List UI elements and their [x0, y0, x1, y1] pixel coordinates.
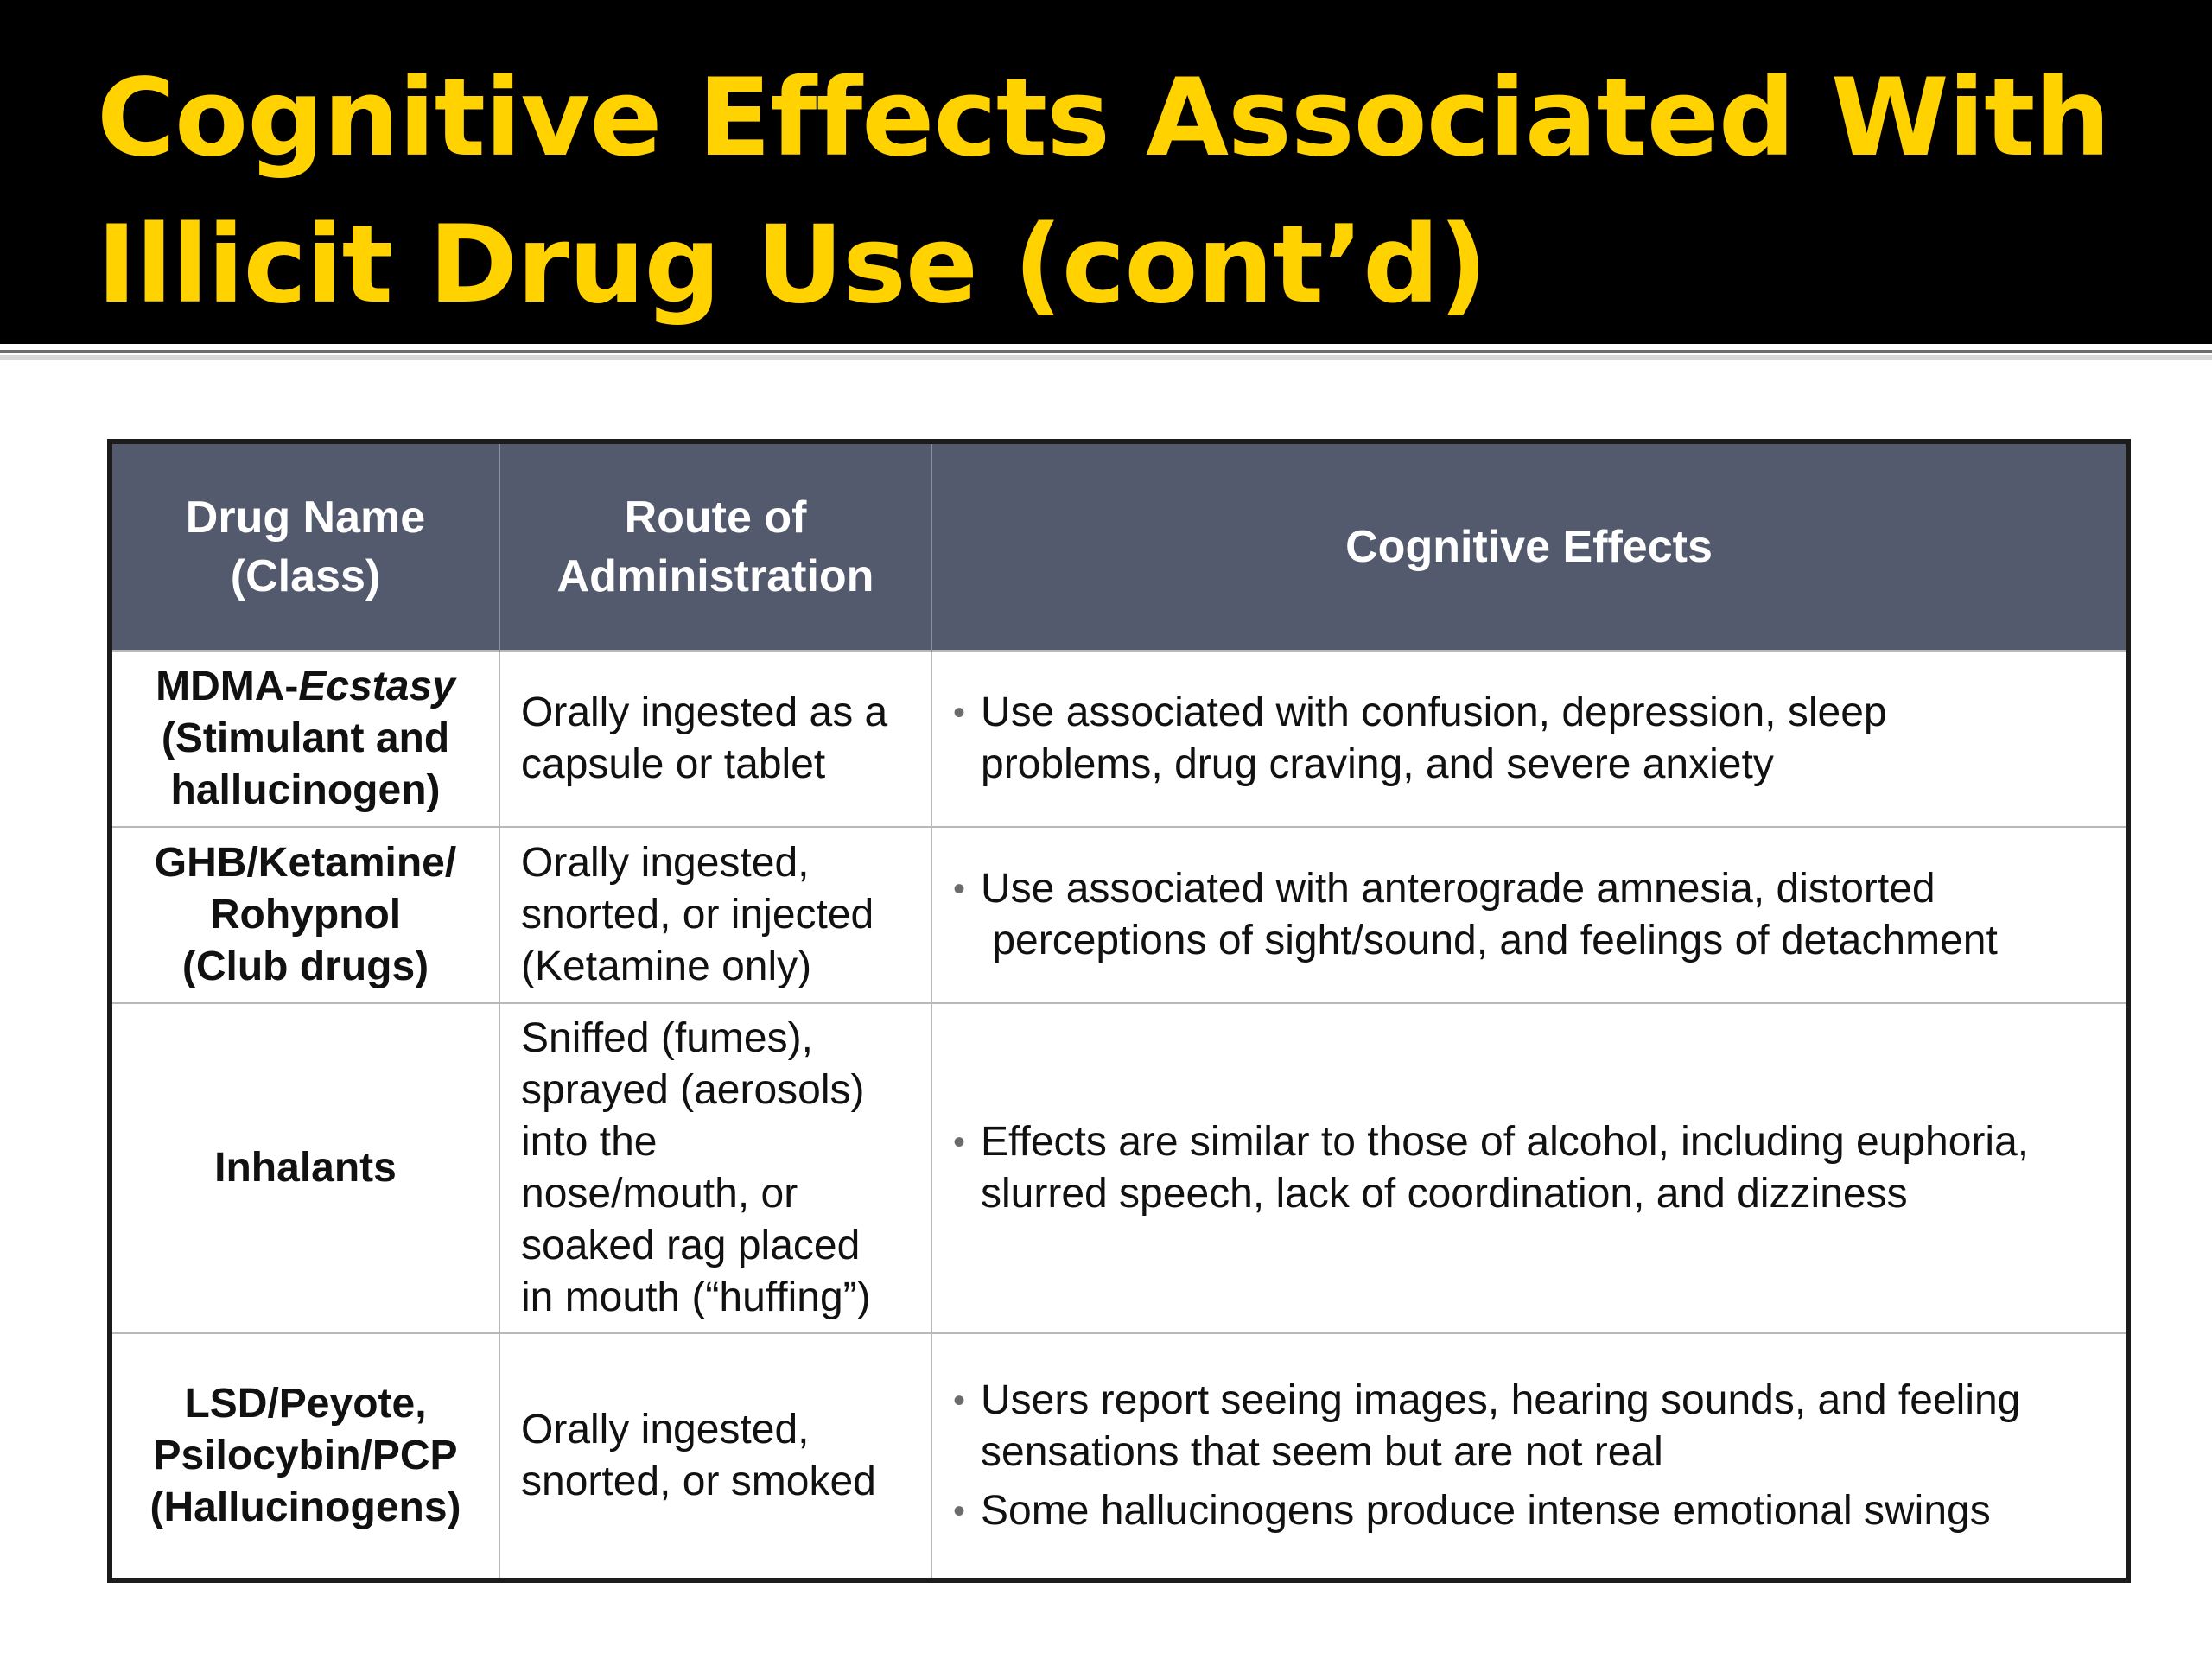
- effects-cell: [931, 1003, 2126, 1333]
- route-line: Orally ingested,: [521, 1407, 810, 1452]
- route-line: in mouth (“huffing”): [521, 1274, 871, 1320]
- drug-cell: [112, 1333, 499, 1578]
- bullet-dot: •: [953, 1492, 966, 1530]
- drug-name-line: LSD/Peyote,: [184, 1381, 427, 1427]
- route-line: capsule or tablet: [521, 741, 826, 787]
- effect-line: perceptions of sight/sound, and feelings of detachment: [981, 918, 1998, 963]
- title-bar: [0, 0, 2212, 344]
- effect-line: Some hallucinogens produce intense emotional swings: [981, 1488, 1991, 1534]
- route-line: (Ketamine only): [521, 944, 812, 989]
- drug-name-italic: Ecstasy: [298, 664, 455, 709]
- route-line: Orally ingested as a: [521, 690, 888, 735]
- effect-line: Effects are similar to those of alcohol, including euphoria,: [981, 1119, 2030, 1165]
- drug-cell: [112, 1003, 499, 1333]
- drug-name-line: [121, 661, 490, 713]
- table-header-row: [112, 444, 2126, 651]
- table-row: [112, 651, 2126, 827]
- header-drug-name: [112, 444, 499, 651]
- drug-effects-table: [112, 444, 2126, 1578]
- effect-line: Use associated with confusion, depression, sleep: [981, 690, 1887, 735]
- route-line: Orally ingested,: [521, 840, 810, 886]
- table-row: [112, 827, 2126, 1003]
- effect-line: Use associated with anterograde amnesia, distorted: [981, 866, 1936, 912]
- effects-cell: [931, 1333, 2126, 1578]
- title-divider-dark: [0, 350, 2212, 353]
- drug-name-line: GHB/Ketamine/: [154, 840, 457, 886]
- bullet-dot: •: [953, 694, 966, 732]
- route-line: Sniffed (fumes),: [521, 1015, 813, 1061]
- route-cell: [499, 1003, 931, 1333]
- route-line: nose/mouth, or: [521, 1171, 798, 1217]
- table-row: [112, 1333, 2126, 1578]
- effect-line: slurred speech, lack of coordination, and dizziness: [981, 1171, 1908, 1217]
- effect-line: Users report seeing images, hearing sounds, and feeling: [981, 1377, 2021, 1423]
- header-line: (Class): [230, 551, 381, 601]
- drug-class-line: (Stimulant and: [161, 715, 450, 761]
- header-cognitive-effects: Cognitive Effects: [931, 444, 2126, 651]
- drug-effects-table-frame: [107, 439, 2131, 1583]
- drug-cell: [112, 651, 499, 827]
- route-line: sprayed (aerosols): [521, 1067, 865, 1113]
- table-row: [112, 1003, 2126, 1333]
- slide-title-line: Illicit Drug Use (cont’d): [97, 203, 1487, 327]
- effect-bullet: [953, 1375, 2091, 1478]
- drug-class-line: hallucinogen): [170, 767, 441, 813]
- route-line: snorted, or smoked: [521, 1459, 876, 1504]
- drug-class-line: (Club drugs): [181, 944, 429, 989]
- drug-name-line: Psilocybin/PCP: [153, 1433, 458, 1478]
- effect-bullet: [953, 863, 2091, 967]
- route-cell: [499, 827, 931, 1003]
- slide-title-line: Cognitive Effects Associated With: [97, 56, 2110, 181]
- route-cell: [499, 1333, 931, 1578]
- effects-cell: [931, 651, 2126, 827]
- effect-bullet: [953, 1116, 2091, 1220]
- header-line: Route of: [624, 493, 807, 543]
- drug-name-prefix: MDMA-: [156, 664, 299, 709]
- effect-line: sensations that seem but are not real: [981, 1429, 1663, 1475]
- header-line: Administration: [556, 551, 874, 601]
- route-line: soaked rag placed: [521, 1223, 861, 1268]
- route-line: into the: [521, 1119, 658, 1165]
- drug-class-line: (Hallucinogens): [149, 1484, 461, 1530]
- effect-bullet: [953, 687, 2091, 791]
- bullet-dot: •: [953, 1382, 966, 1420]
- header-line: Drug Name: [185, 493, 426, 543]
- title-divider-light: [0, 355, 2212, 360]
- route-line: snorted, or injected: [521, 892, 874, 938]
- effects-cell: [931, 827, 2126, 1003]
- drug-cell: [112, 827, 499, 1003]
- route-cell: [499, 651, 931, 827]
- effect-bullet: [953, 1485, 2091, 1537]
- drug-name-line: Inhalants: [214, 1145, 397, 1191]
- header-route: [499, 444, 931, 651]
- slide-title: [97, 45, 2153, 339]
- drug-name-line: Rohypnol: [209, 892, 402, 938]
- bullet-dot: •: [953, 1123, 966, 1161]
- effect-line: problems, drug craving, and severe anxiety: [981, 741, 1774, 787]
- bullet-dot: •: [953, 870, 966, 908]
